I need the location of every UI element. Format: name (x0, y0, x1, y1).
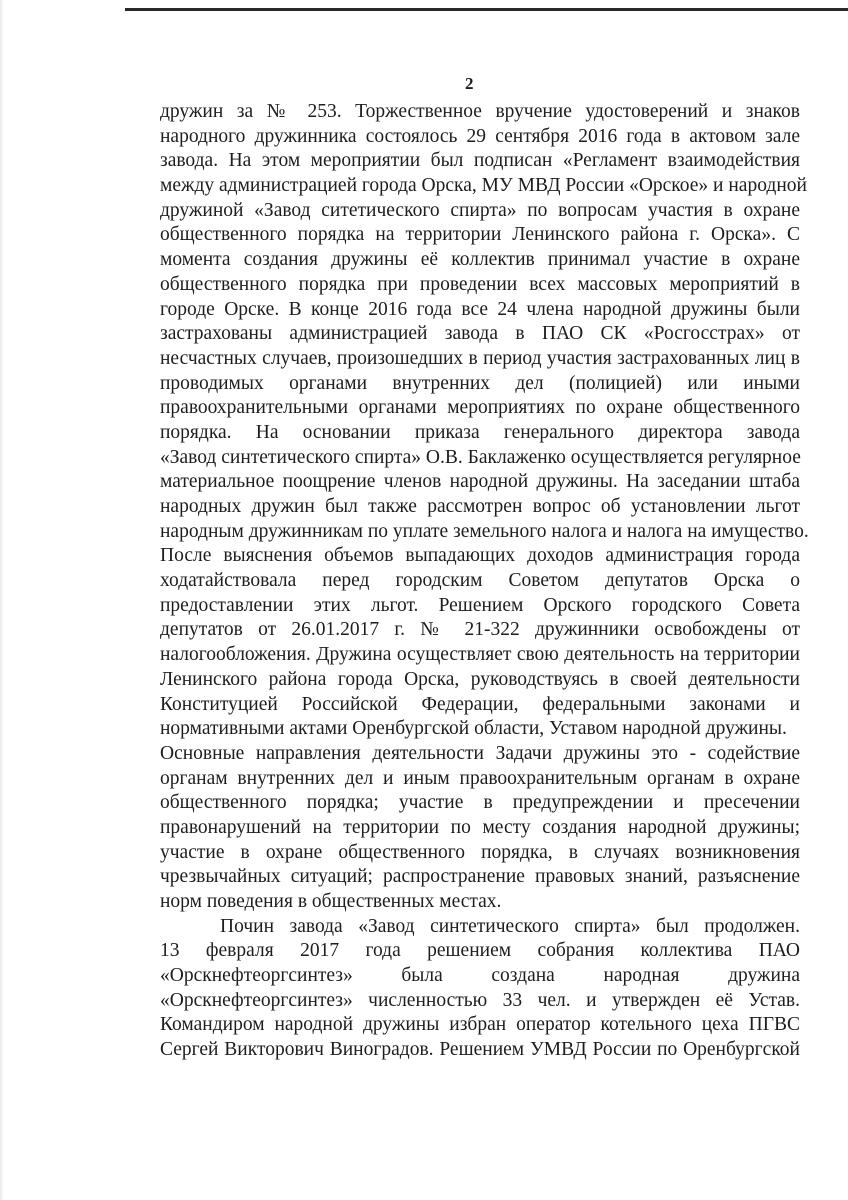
text-line: После выяснения объемов выпадающих доходов администрация города (160, 545, 800, 567)
text-line: Сергей Викторович Виноградов. Решением УМВД России по Оренбургской (160, 1039, 800, 1061)
text-line: городе Орске. В конце 2016 года все 24 члена народной дружины были (160, 298, 800, 320)
text-line: ходатайствовала перед городским Советом депутатов Орска о (160, 570, 800, 592)
text-line: порядка. На основании приказа генерального директора завода (160, 421, 800, 443)
text-line: Конституцией Российской Федерации, федеральными законами и (160, 693, 800, 715)
text-line: общественного порядка на территории Ленинского района г. Орска». С (160, 224, 800, 246)
text-line: депутатов от 26.01.2017 г. № 21-322 дружинники освобождены от (160, 619, 800, 641)
text-line: Почин завода «Завод синтетического спирта» был продолжен. (220, 915, 800, 937)
scan-top-border (125, 8, 848, 11)
document-body (160, 100, 809, 1063)
text-line: органам внутренних дел и иным правоохранительным органам в охране (160, 767, 800, 789)
text-line: Ленинского района города Орска, руководствуясь в своей деятельности (160, 668, 800, 690)
page-number: 2 (465, 74, 474, 93)
text-line: чрезвычайных ситуаций; распространение правовых знаний, разъяснение (160, 866, 800, 888)
text-line: народного дружинника состоялось 29 сентября 2016 года в актовом зале (160, 125, 800, 147)
text-line: «Орскнефтеоргсинтез» численностью 33 чел. и утвержден её Устав. (160, 989, 800, 1011)
text-line: норм поведения в общественных местах. (160, 891, 502, 912)
text-line: нормативными актами Оренбургской области, Уставом народной дружины. (160, 718, 787, 740)
text-line: народных дружин был также рассмотрен вопрос об установлении льгот (160, 496, 800, 517)
text-line: правоохранительными органами мероприятиях по охране общественного (160, 397, 800, 419)
text-line: участие в охране общественного порядка, в случаях возникновения (160, 841, 800, 863)
text-line: 13 февраля 2017 года решением собрания коллектива ПАО (160, 940, 800, 962)
text-line: правонарушений на территории по месту создания народной дружины; (160, 816, 800, 838)
text-line: дружиной «Завод ситетического спирта» по вопросам участия в охране (160, 199, 800, 221)
text-line: дружин за № 253. Торжественное вручение удостоверений и знаков (160, 101, 800, 122)
text-line: налогообложения. Дружина осуществляет свою деятельность на территории (160, 644, 800, 666)
text-line: «Завод синтетического спирта» О.В. Баклаженко осуществляется регулярное (160, 446, 801, 468)
text-line: проводимых органами внутренних дел (полицией) или иными (160, 372, 800, 394)
text-line: общественного порядка при проведении всех массовых мероприятий в (160, 273, 800, 295)
text-line: завода. На этом мероприятии был подписан «Регламент взаимодействия (160, 150, 800, 172)
text-line: народным дружинникам по уплате земельного налога и налога на имущество. (160, 520, 809, 542)
text-line: Командиром народной дружины избран оператор котельного цеха ПГВС (160, 1014, 800, 1036)
scan-edge (0, 0, 4, 1200)
text-line: Основные направления деятельности Задачи дружины это - содействие (160, 742, 800, 764)
text-line: между администрацией города Орска, МУ МВД России «Орское» и народной (160, 175, 807, 197)
text-line: несчастных случаев, произошедших в период участия застрахованных лиц в (160, 347, 800, 369)
text-line: материальное поощрение членов народной дружины. На заседании штаба (160, 471, 800, 493)
text-line: общественного порядка; участие в предупреждении и пресечении (160, 792, 800, 814)
text-line: застрахованы администрацией завода в ПАО СК «Росгосстрах» от (160, 323, 800, 345)
text-line: предоставлении этих льгот. Решением Орского городского Совета (160, 594, 800, 616)
text-line: «Орскнефтеоргсинтез» была создана народная дружина (160, 965, 800, 987)
text-line: момента создания дружины её коллектив принимал участие в охране (160, 249, 800, 271)
